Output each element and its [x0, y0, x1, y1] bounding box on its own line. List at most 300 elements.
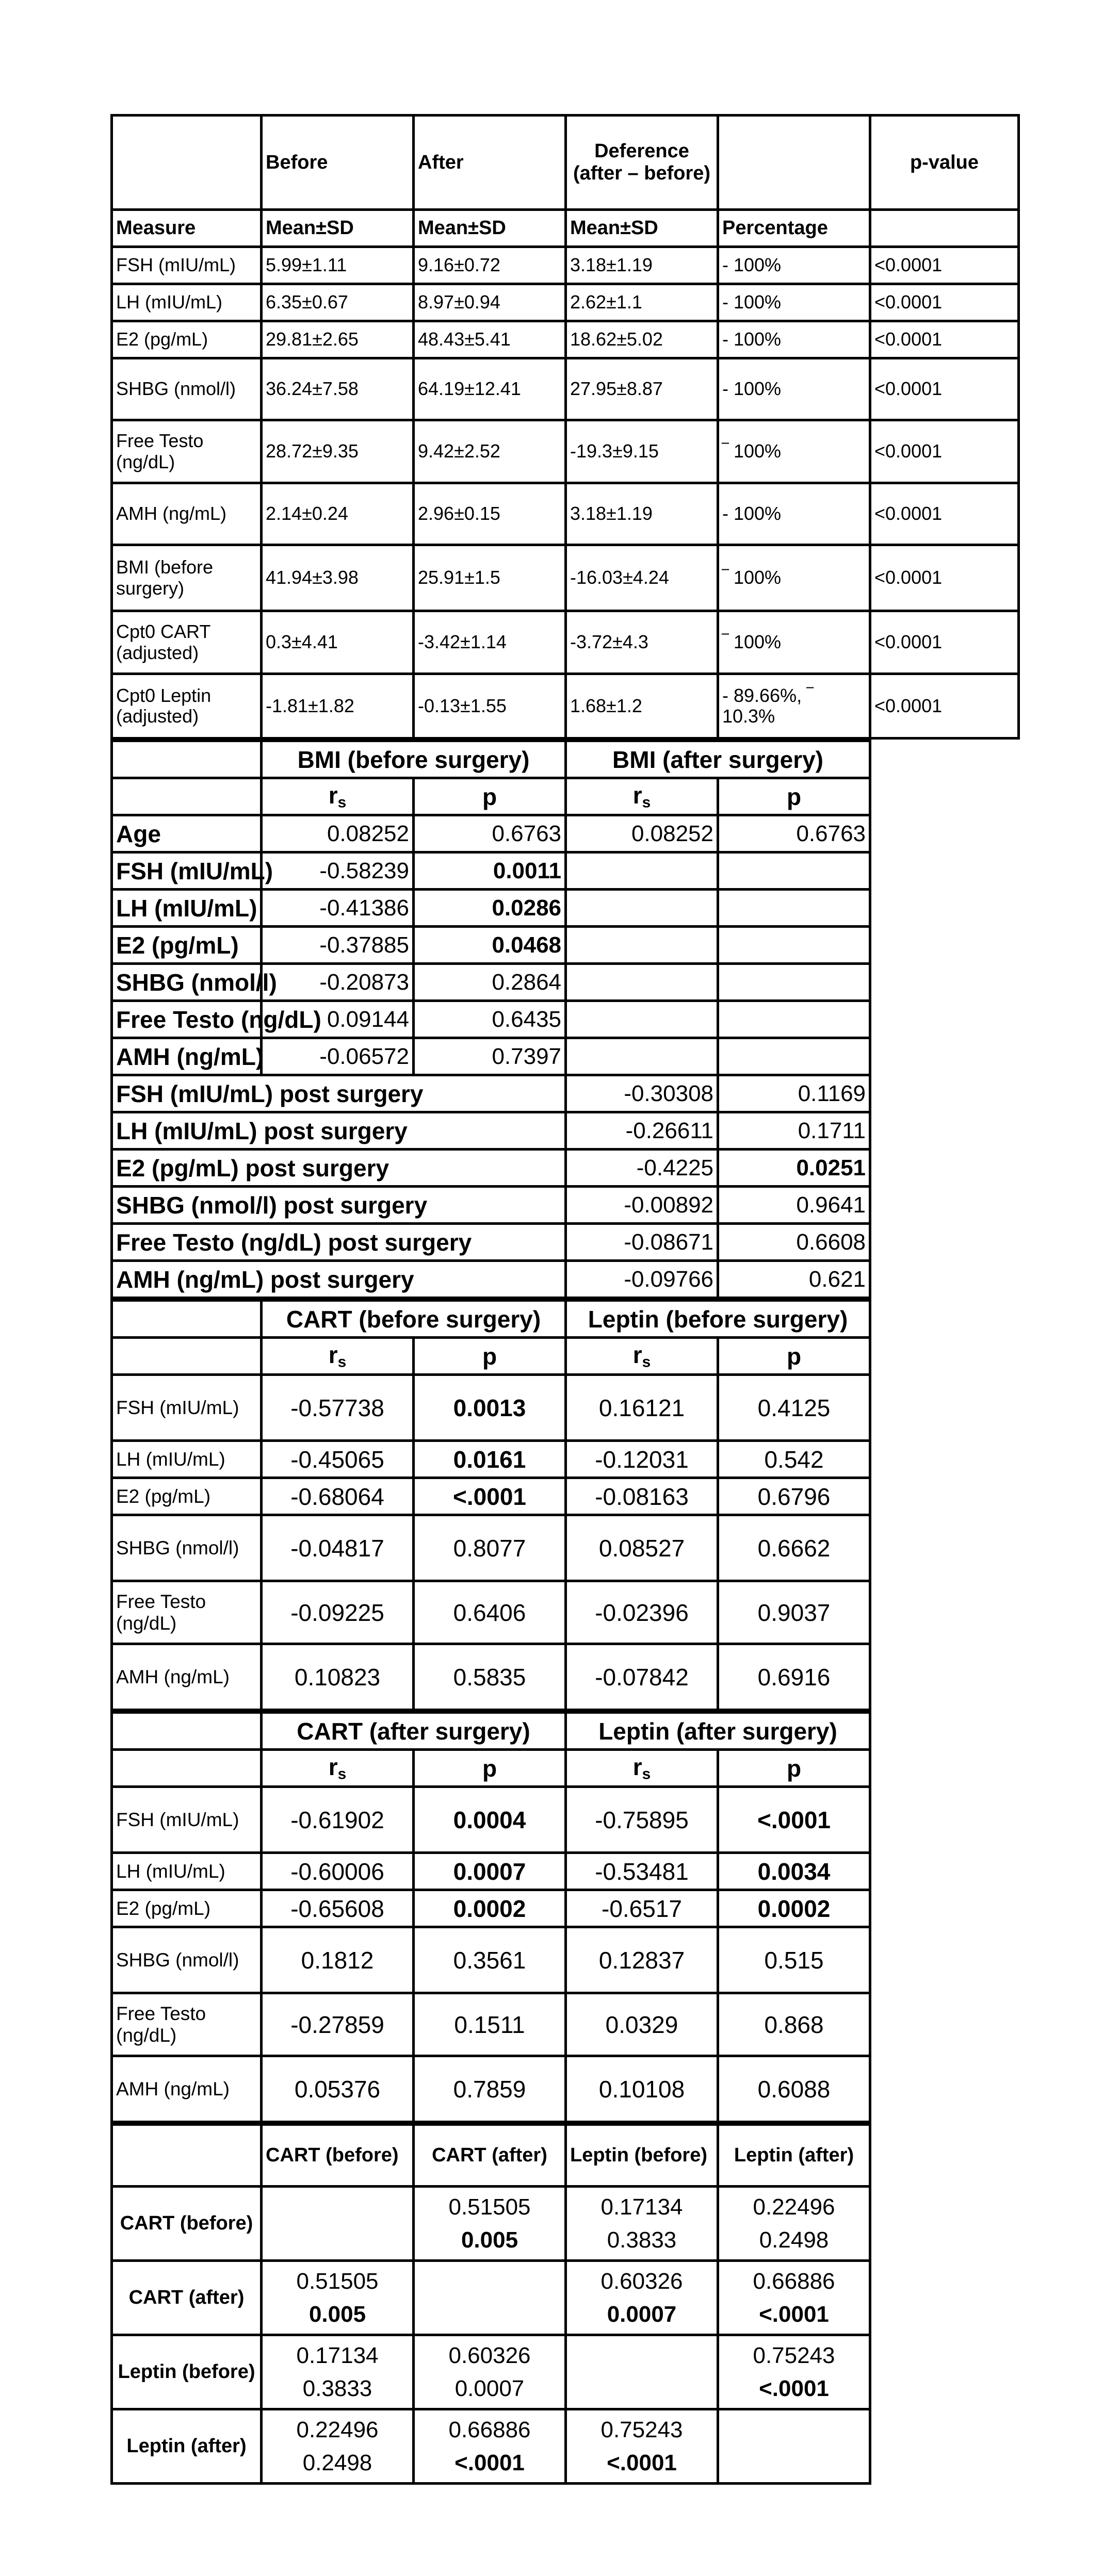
header-blank — [112, 116, 262, 210]
matrix-cell — [566, 2409, 718, 2484]
rs-label: $r_s$ — [262, 1750, 414, 1787]
t4-header-blank — [112, 1713, 262, 1750]
p-value: 0.1711 — [718, 1112, 870, 1150]
bmi-post-row — [112, 1150, 870, 1187]
p-value: 0.9037 — [718, 1581, 870, 1644]
age-p-after: 0.6763 — [718, 815, 870, 852]
means-row — [112, 420, 1019, 483]
hormone-label: SHBG (nmol/l) — [112, 1927, 262, 1993]
cart-leptin-after-table — [110, 1711, 871, 2123]
rs-value: 0.0329 — [566, 1993, 718, 2056]
p-value: 0.6406 — [414, 1581, 566, 1644]
p-value: 0.515 — [718, 1927, 870, 1993]
hormone-label: AMH (ng/mL) — [112, 1038, 262, 1075]
after-value: 9.16±0.72 — [414, 247, 566, 284]
hormone-label: E2 (pg/mL) — [112, 1890, 262, 1927]
means-row — [112, 284, 1019, 321]
means-row — [112, 483, 1019, 545]
bmi-post-row — [112, 1075, 870, 1112]
measure-label: FSH (mIU/mL) — [112, 247, 262, 284]
means-header-row — [112, 116, 1019, 210]
rs-value: 0.08527 — [566, 1515, 718, 1581]
correlation-row — [112, 1375, 870, 1441]
after-value: 25.91±1.5 — [414, 545, 566, 611]
matrix-cell — [566, 2335, 718, 2409]
p-value: <0.0001 — [870, 483, 1019, 545]
p-value: 0.3833 — [607, 2227, 677, 2253]
means-row — [112, 611, 1019, 674]
hormone-label: LH (mIU/mL) — [112, 1441, 262, 1478]
matrix-cell — [566, 2187, 718, 2261]
empty-cell — [718, 890, 870, 927]
rs-label: $r_s$ — [566, 1338, 718, 1375]
hormone-label: AMH (ng/mL) — [112, 1644, 262, 1710]
correlation-row — [112, 1787, 870, 1853]
correlation-row — [112, 1927, 870, 1993]
subheader-measure: Measure — [112, 210, 262, 247]
before-value: -1.81±1.82 — [262, 674, 414, 739]
bmi-pre-row — [112, 1038, 870, 1075]
hormone-post-label: FSH (mIU/mL) post surgery — [112, 1075, 566, 1112]
p-label: p — [718, 778, 870, 815]
matrix-body — [112, 2187, 870, 2484]
hormone-label: Free Testo (ng/dL) — [112, 1993, 262, 2056]
rs-value: -0.37885 — [262, 927, 414, 964]
cart-leptin-before-table — [110, 1299, 871, 1711]
p-value: 0.0007 — [414, 1853, 566, 1890]
percentage-value: - 100% — [718, 358, 870, 420]
empty-cell — [718, 1038, 870, 1075]
hormone-post-label: Free Testo (ng/dL) post surgery — [112, 1224, 566, 1261]
correlation-row — [112, 1644, 870, 1710]
bmi-sub-blank — [112, 778, 262, 815]
rs-value: -0.53481 — [566, 1853, 718, 1890]
matrix-cell — [414, 2409, 566, 2484]
bmi-post-row — [112, 1187, 870, 1224]
p-value: 0.0007 — [454, 2375, 525, 2401]
rs-value: 0.75243 — [753, 2342, 835, 2368]
p-value: <0.0001 — [870, 420, 1019, 483]
difference-value: 2.62±1.1 — [566, 284, 718, 321]
difference-value: 18.62±5.02 — [566, 321, 718, 358]
p-value: <.0001 — [759, 2375, 829, 2401]
correlation-row — [112, 1581, 870, 1644]
rs-value: -0.08671 — [566, 1224, 718, 1261]
p-value: 0.2498 — [759, 2227, 829, 2253]
rs-value: 0.51505 — [448, 2194, 531, 2220]
bmi-sub-header — [112, 778, 870, 815]
t3-group-header — [112, 1301, 870, 1338]
before-value: 29.81±2.65 — [262, 321, 414, 358]
hormone-label: Free Testo (ng/dL) — [112, 1581, 262, 1644]
measure-label: Cpt0 Leptin (adjusted) — [112, 674, 262, 739]
p-value: 0.6662 — [718, 1515, 870, 1581]
p-value: 0.6796 — [718, 1478, 870, 1515]
hormone-label: Free Testo (ng/dL) — [112, 1001, 262, 1038]
rs-value: -0.45065 — [262, 1441, 414, 1478]
p-value: <0.0001 — [870, 611, 1019, 674]
p-value: 0.0007 — [607, 2301, 677, 2327]
p-value: 0.6916 — [718, 1644, 870, 1710]
rs-value: 0.51505 — [296, 2268, 379, 2294]
p-value: 0.2864 — [414, 964, 566, 1001]
rs-value: 0.17134 — [296, 2342, 379, 2368]
p-label: p — [414, 1750, 566, 1787]
matrix-row-label: CART (after) — [112, 2261, 262, 2335]
bmi-pre-row — [112, 927, 870, 964]
empty-cell — [718, 927, 870, 964]
p-value: 0.542 — [718, 1441, 870, 1478]
header-p-value: p-value — [870, 116, 1019, 210]
correlation-row — [112, 1441, 870, 1478]
rs-label: $r_s$ — [262, 1338, 414, 1375]
rs-value: 0.12837 — [566, 1927, 718, 1993]
header-blank-2 — [718, 116, 870, 210]
p-value: <0.0001 — [870, 674, 1019, 739]
matrix-row-label: CART (before) — [112, 2187, 262, 2261]
rs-value: 0.17134 — [600, 2194, 683, 2220]
rs-value: -0.58239 — [262, 852, 414, 890]
correlation-row — [112, 2056, 870, 2122]
t3-header-blank — [112, 1301, 262, 1338]
p-value: <.0001 — [414, 1478, 566, 1515]
p-value: 0.6088 — [718, 2056, 870, 2122]
hormone-label: FSH (mIU/mL) — [112, 852, 262, 890]
p-value: 0.0251 — [718, 1150, 870, 1187]
p-value: <.0001 — [718, 1787, 870, 1853]
means-row — [112, 674, 1019, 739]
header-difference: Deference (after – before) — [566, 116, 718, 210]
measure-label: AMH (ng/mL) — [112, 483, 262, 545]
matrix-cell — [414, 2187, 566, 2261]
p-value: 0.1169 — [718, 1075, 870, 1112]
subheader-mean-sd-diff: Mean±SD — [566, 210, 718, 247]
means-body — [112, 247, 1019, 739]
bmi-post-row — [112, 1224, 870, 1261]
hormone-label: LH (mIU/mL) — [112, 1853, 262, 1890]
cart-leptin-matrix — [110, 2123, 871, 2485]
leptin-after-header: Leptin (after surgery) — [566, 1713, 870, 1750]
p-label: p — [718, 1338, 870, 1375]
p-value: 0.3833 — [302, 2375, 372, 2401]
rs-value: -0.02396 — [566, 1581, 718, 1644]
subheader-percentage: Percentage — [718, 210, 870, 247]
p-value: <.0001 — [759, 2301, 829, 2327]
bmi-correlation-table — [110, 740, 871, 1299]
p-value: <0.0001 — [870, 247, 1019, 284]
p-value: 0.1511 — [414, 1993, 566, 2056]
rs-value: -0.30308 — [566, 1075, 718, 1112]
hormone-post-label: LH (mIU/mL) post surgery — [112, 1112, 566, 1150]
empty-cell — [566, 964, 718, 1001]
matrix-col-leptin-before: Leptin (before) — [566, 2125, 718, 2187]
empty-cell — [566, 890, 718, 927]
rs-label: $r_s$ — [566, 1750, 718, 1787]
age-label: Age — [112, 815, 262, 852]
matrix-cell — [262, 2187, 414, 2261]
p-label: p — [718, 1750, 870, 1787]
rs-value: -0.07842 — [566, 1644, 718, 1710]
p-value: <.0001 — [454, 2450, 525, 2475]
rs-value: -0.6517 — [566, 1890, 718, 1927]
p-value: 0.0011 — [414, 852, 566, 890]
rs-value: 0.16121 — [566, 1375, 718, 1441]
before-value: 28.72±9.35 — [262, 420, 414, 483]
rs-value: -0.4225 — [566, 1150, 718, 1187]
rs-value: -0.12031 — [566, 1441, 718, 1478]
correlation-row — [112, 1515, 870, 1581]
subheader-mean-sd-after: Mean±SD — [414, 210, 566, 247]
p-value: <0.0001 — [870, 321, 1019, 358]
rs-value: 0.09144 — [262, 1001, 414, 1038]
subheader-blank — [870, 210, 1019, 247]
bmi-pre-row — [112, 852, 870, 890]
rs-label: $r_s$ — [262, 778, 414, 815]
p-value: 0.2498 — [302, 2450, 372, 2475]
means-row — [112, 545, 1019, 611]
p-value: 0.0034 — [718, 1853, 870, 1890]
hormone-post-label: AMH (ng/mL) post surgery — [112, 1261, 566, 1298]
means-row — [112, 358, 1019, 420]
p-value: 0.0161 — [414, 1441, 566, 1478]
p-label: p — [414, 1338, 566, 1375]
bmi-header-blank — [112, 741, 262, 778]
t3-sub-header — [112, 1338, 870, 1375]
p-value: <.0001 — [607, 2450, 677, 2475]
cart-before-header: CART (before surgery) — [262, 1301, 566, 1338]
bmi-after-header: BMI (after surgery) — [566, 741, 870, 778]
header-after: After — [414, 116, 566, 210]
after-value: 48.43±5.41 — [414, 321, 566, 358]
percentage-value: ‾ 100% — [718, 420, 870, 483]
t3-body — [112, 1375, 870, 1710]
difference-value: -3.72±4.3 — [566, 611, 718, 674]
hormone-label: AMH (ng/mL) — [112, 2056, 262, 2122]
rs-value: 0.22496 — [753, 2194, 835, 2220]
rs-value: -0.65608 — [262, 1890, 414, 1927]
age-row — [112, 815, 870, 852]
hormone-label: SHBG (nmol/l) — [112, 964, 262, 1001]
empty-cell — [566, 927, 718, 964]
cart-after-header: CART (after surgery) — [262, 1713, 566, 1750]
p-value: <0.0001 — [870, 545, 1019, 611]
matrix-cell — [718, 2409, 870, 2484]
rs-value: -0.60006 — [262, 1853, 414, 1890]
measure-label: BMI (before surgery) — [112, 545, 262, 611]
after-value: -0.13±1.55 — [414, 674, 566, 739]
matrix-row — [112, 2187, 870, 2261]
hormone-label: FSH (mIU/mL) — [112, 1787, 262, 1853]
after-value: 8.97±0.94 — [414, 284, 566, 321]
correlation-row — [112, 1890, 870, 1927]
hormone-label: FSH (mIU/mL) — [112, 1375, 262, 1441]
matrix-row-label: Leptin (before) — [112, 2335, 262, 2409]
empty-cell — [566, 1001, 718, 1038]
rs-value: -0.27859 — [262, 1993, 414, 2056]
rs-value: 0.10108 — [566, 2056, 718, 2122]
rs-value: 0.66886 — [753, 2268, 835, 2294]
p-value: <0.0001 — [870, 358, 1019, 420]
means-row — [112, 247, 1019, 284]
rs-value: -0.26611 — [566, 1112, 718, 1150]
p-value: 0.005 — [461, 2227, 518, 2253]
rs-value: 0.1812 — [262, 1927, 414, 1993]
before-value: 0.3±4.41 — [262, 611, 414, 674]
rs-value: 0.05376 — [262, 2056, 414, 2122]
p-value: <0.0001 — [870, 284, 1019, 321]
rs-value: -0.06572 — [262, 1038, 414, 1075]
rs-label: $r_s$ — [566, 778, 718, 815]
rs-value: 0.22496 — [296, 2417, 379, 2442]
matrix-cell — [718, 2335, 870, 2409]
percentage-value: - 100% — [718, 284, 870, 321]
p-value: 0.0286 — [414, 890, 566, 927]
empty-cell — [718, 964, 870, 1001]
rs-value: -0.41386 — [262, 890, 414, 927]
bmi-pre-row — [112, 890, 870, 927]
bmi-pre-rows — [112, 852, 870, 1075]
rs-value: -0.09225 — [262, 1581, 414, 1644]
measure-label: Free Testo (ng/dL) — [112, 420, 262, 483]
rs-value: 0.66886 — [448, 2417, 531, 2442]
after-value: 9.42±2.52 — [414, 420, 566, 483]
p-value: 0.621 — [718, 1261, 870, 1298]
p-value: 0.0013 — [414, 1375, 566, 1441]
matrix-cell — [566, 2261, 718, 2335]
p-value: 0.0002 — [718, 1890, 870, 1927]
difference-value: 3.18±1.19 — [566, 483, 718, 545]
measure-label: E2 (pg/mL) — [112, 321, 262, 358]
p-value: 0.9641 — [718, 1187, 870, 1224]
hormone-label: LH (mIU/mL) — [112, 890, 262, 927]
before-value: 36.24±7.58 — [262, 358, 414, 420]
means-table — [110, 114, 1020, 740]
percentage-value: ‾ 100% — [718, 545, 870, 611]
p-value: 0.868 — [718, 1993, 870, 2056]
empty-cell — [566, 1038, 718, 1075]
matrix-header-row — [112, 2125, 870, 2187]
bmi-before-header: BMI (before surgery) — [262, 741, 566, 778]
matrix-row — [112, 2335, 870, 2409]
p-value: 0.6608 — [718, 1224, 870, 1261]
header-before: Before — [262, 116, 414, 210]
before-value: 2.14±0.24 — [262, 483, 414, 545]
percentage-value: ‾ 100% — [718, 611, 870, 674]
bmi-post-rows — [112, 1075, 870, 1298]
age-rs-after: 0.08252 — [566, 815, 718, 852]
rs-value: -0.08163 — [566, 1478, 718, 1515]
rs-value: -0.04817 — [262, 1515, 414, 1581]
age-rs-before: 0.08252 — [262, 815, 414, 852]
after-value: 64.19±12.41 — [414, 358, 566, 420]
rs-value: 0.75243 — [600, 2417, 683, 2442]
p-value: 0.8077 — [414, 1515, 566, 1581]
matrix-cell — [718, 2187, 870, 2261]
p-value: 0.7859 — [414, 2056, 566, 2122]
matrix-cell — [262, 2335, 414, 2409]
p-value: 0.4125 — [718, 1375, 870, 1441]
p-value: 0.6435 — [414, 1001, 566, 1038]
means-row — [112, 321, 1019, 358]
leptin-before-header: Leptin (before surgery) — [566, 1301, 870, 1338]
age-p-before: 0.6763 — [414, 815, 566, 852]
bmi-post-row — [112, 1261, 870, 1298]
matrix-header-blank — [112, 2125, 262, 2187]
rs-value: 0.10823 — [262, 1644, 414, 1710]
difference-value: -19.3±9.15 — [566, 420, 718, 483]
correlation-row — [112, 1993, 870, 2056]
before-value: 41.94±3.98 — [262, 545, 414, 611]
results-tables — [110, 114, 1020, 2485]
p-value: 0.005 — [309, 2301, 366, 2327]
t3-sub-blank — [112, 1338, 262, 1375]
percentage-value: - 100% — [718, 321, 870, 358]
matrix-cell — [414, 2335, 566, 2409]
rs-value: -0.75895 — [566, 1787, 718, 1853]
bmi-group-header — [112, 741, 870, 778]
empty-cell — [718, 852, 870, 890]
measure-label: LH (mIU/mL) — [112, 284, 262, 321]
empty-cell — [566, 852, 718, 890]
rs-value: 0.60326 — [448, 2342, 531, 2368]
bmi-pre-row — [112, 964, 870, 1001]
difference-value: -16.03±4.24 — [566, 545, 718, 611]
matrix-row-label: Leptin (after) — [112, 2409, 262, 2484]
difference-value: 1.68±1.2 — [566, 674, 718, 739]
matrix-col-cart-after: CART (after) — [414, 2125, 566, 2187]
t4-group-header — [112, 1713, 870, 1750]
difference-value: 27.95±8.87 — [566, 358, 718, 420]
empty-cell — [718, 1001, 870, 1038]
hormone-post-label: SHBG (nmol/l) post surgery — [112, 1187, 566, 1224]
matrix-col-cart-before: CART (before) — [262, 2125, 414, 2187]
rs-value: -0.20873 — [262, 964, 414, 1001]
t4-sub-blank — [112, 1750, 262, 1787]
rs-value: -0.09766 — [566, 1261, 718, 1298]
matrix-cell — [718, 2261, 870, 2335]
p-label: p — [414, 778, 566, 815]
measure-label: Cpt0 CART (adjusted) — [112, 611, 262, 674]
hormone-label: SHBG (nmol/l) — [112, 1515, 262, 1581]
matrix-col-leptin-after: Leptin (after) — [718, 2125, 870, 2187]
measure-label: SHBG (nmol/l) — [112, 358, 262, 420]
p-value: 0.3561 — [414, 1927, 566, 1993]
matrix-cell — [262, 2261, 414, 2335]
rs-value: -0.68064 — [262, 1478, 414, 1515]
correlation-row — [112, 1853, 870, 1890]
percentage-value: - 89.66%, ‾ 10.3% — [718, 674, 870, 739]
subheader-mean-sd-before: Mean±SD — [262, 210, 414, 247]
correlation-row — [112, 1478, 870, 1515]
t4-body — [112, 1787, 870, 2122]
bmi-post-row — [112, 1112, 870, 1150]
rs-value: -0.61902 — [262, 1787, 414, 1853]
matrix-row — [112, 2409, 870, 2484]
t4-sub-header — [112, 1750, 870, 1787]
percentage-value: - 100% — [718, 483, 870, 545]
rs-value: -0.57738 — [262, 1375, 414, 1441]
after-value: 2.96±0.15 — [414, 483, 566, 545]
p-value: 0.0468 — [414, 927, 566, 964]
hormone-label: E2 (pg/mL) — [112, 927, 262, 964]
hormone-label: E2 (pg/mL) — [112, 1478, 262, 1515]
after-value: -3.42±1.14 — [414, 611, 566, 674]
p-value: 0.0004 — [414, 1787, 566, 1853]
means-subheader-row — [112, 210, 1019, 247]
matrix-cell — [414, 2261, 566, 2335]
before-value: 5.99±1.11 — [262, 247, 414, 284]
before-value: 6.35±0.67 — [262, 284, 414, 321]
